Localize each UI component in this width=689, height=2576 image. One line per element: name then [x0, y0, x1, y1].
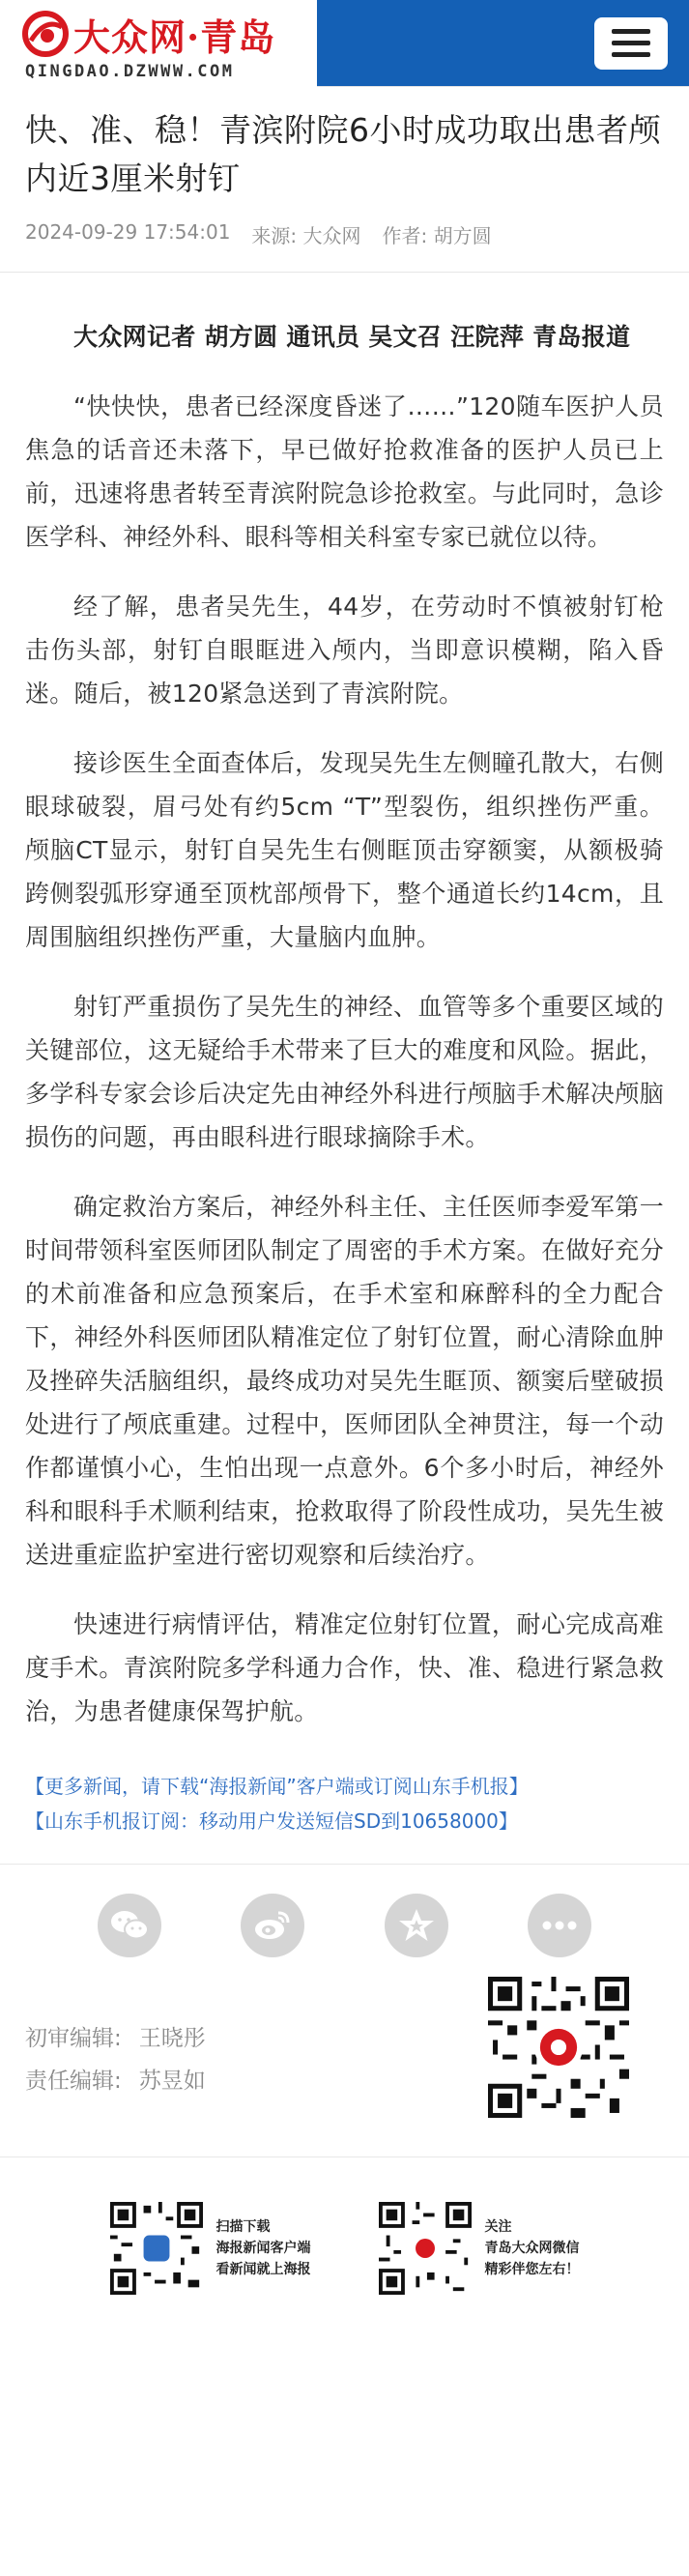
qr-code-icon — [488, 1977, 629, 2118]
app-promo-line2: 海报新闻客户端 — [215, 2241, 311, 2256]
first-editor-label: 初审编辑: — [25, 2026, 122, 2051]
app-qr-code-icon — [110, 2202, 203, 2295]
promo-block — [0, 1759, 689, 1838]
brand-url: QINGDAO.DZWWW.COM — [25, 62, 235, 81]
wechat-promo-line1: 关注 — [484, 2219, 512, 2235]
wechat-promo-line2: 青岛大众网微信 — [484, 2241, 580, 2256]
weibo-icon — [253, 1909, 292, 1942]
site-header — [0, 0, 689, 87]
article-title: 快、准、稳！青滨附院6小时成功取出患者颅内近3厘米射钉 — [25, 111, 661, 197]
promo-download-link[interactable]: 【更多新闻，请下载“海报新闻”客户端或订阅山东手机报】 — [25, 1775, 529, 1798]
article-paragraph: 快速进行病情评估，精准定位射钉位置，耐心完成高难度手术。青滨附院多学科通力合作，快、准、稳进行紧急救治，为患者健康保驾护航。 — [25, 1610, 664, 1725]
article-author: 作者: 胡方圆 — [382, 224, 492, 247]
article-date: 2024-09-29 17:54:01 — [25, 220, 231, 244]
first-editor-name: 王晓彤 — [138, 2026, 206, 2051]
app-download-promo[interactable] — [110, 2202, 311, 2295]
editor-block — [0, 1957, 689, 2151]
hamburger-menu-icon — [612, 29, 650, 34]
header-bar — [317, 0, 689, 86]
first-editor — [25, 2017, 206, 2060]
share-more-button[interactable] — [528, 1894, 591, 1957]
favorite-star-icon — [397, 1906, 436, 1945]
brand-name: 大众网·青岛 — [73, 14, 276, 59]
article-meta — [25, 220, 664, 248]
promo-subscribe-link[interactable]: 【山东手机报订阅：移动用户发送短信SD到10658000】 — [25, 1809, 518, 1833]
editor-list — [25, 2017, 206, 2102]
menu-button[interactable] — [594, 17, 668, 70]
logo-swirl-icon — [21, 10, 70, 58]
chief-editor-label: 责任编辑: — [25, 2069, 122, 2094]
article-paragraph: “快快快，患者已经深度昏迷了……”120随车医护人员焦急的话音还未落下，早已做好抢救准备的医护人员已上前，迅速将患者转至青滨附院急诊抢救室。与此同时，急诊医学科、神经外科、眼科等相关科室专家已就位以待。 — [25, 392, 664, 551]
chief-editor — [25, 2060, 206, 2102]
site-logo[interactable] — [0, 0, 317, 87]
share-bar — [0, 1865, 689, 1957]
bottom-promo — [0, 2157, 689, 2324]
share-weibo-button[interactable] — [241, 1894, 304, 1957]
app-promo-line3: 看新闻就上海报 — [215, 2262, 311, 2277]
article-paragraph: 射钉严重损伤了吴先生的神经、血管等多个重要区域的关键部位，这无疑给手术带来了巨大的难度和风险。据此，多学科专家会诊后决定先由神经外科进行颅脑手术解决颅脑损伤的问题，再由眼科进行眼球摘除手术。 — [25, 993, 664, 1151]
wechat-qr-code-icon — [379, 2202, 472, 2295]
article-paragraph: 确定救治方案后，神经外科主任、主任医师李爱军第一时间带领科室医师团队制定了周密的手术方案。在做好充分的术前准备和应急预案后，在手术室和麻醉科的全力配合下，神经外科医师团队精准定位了射钉位置，耐心清除血肿及挫碎失活脑组织，最终成功对吴先生眶顶、额窦后壁破损处进行了颅底重建。过程中，医师团队全神贯注，每一个动作都谨慎小心，生怕出现一点意外。6个多小时后，神经外科和眼科手术顺利结束，抢救取得了阶段性成功，吴先生被送进重症监护室进行密切观察和后续治疗。 — [25, 1193, 664, 1569]
article-paragraph: 接诊医生全面查体后，发现吴先生左侧瞳孔散大，右侧眼球破裂，眉弓处有约5cm “T”型裂伤，组织挫伤严重。颅脑CT显示，射钉自吴先生右侧眶顶击穿额窦，从额极骑跨侧裂弧形穿通至顶枕部颅骨下，整个通道长约14cm，且周围脑组织挫伤严重，大量脑内血肿。 — [25, 749, 664, 951]
article-paragraph: 经了解，患者吴先生，44岁，在劳动时不慎被射钉枪击伤头部，射钉自眼眶进入颅内，当即意识模糊，陷入昏迷。随后，被120紧急送到了青滨附院。 — [25, 593, 664, 708]
more-dots-icon — [540, 1920, 579, 1931]
share-favorite-button[interactable] — [385, 1894, 448, 1957]
chief-editor-name: 苏昱如 — [138, 2069, 206, 2094]
article-body — [0, 273, 689, 1733]
article-header — [0, 87, 689, 273]
wechat-promo-line3: 精彩伴您左右！ — [484, 2262, 580, 2277]
wechat-follow-promo[interactable] — [379, 2202, 580, 2295]
article-lead: 大众网记者 胡方圆 通讯员 吴文召 汪院萍 青岛报道 — [73, 323, 631, 351]
app-promo-line1: 扫描下载 — [215, 2219, 271, 2235]
wechat-icon — [110, 1909, 149, 1942]
article-source: 来源: 大众网 — [251, 224, 361, 247]
share-wechat-button[interactable] — [98, 1894, 161, 1957]
